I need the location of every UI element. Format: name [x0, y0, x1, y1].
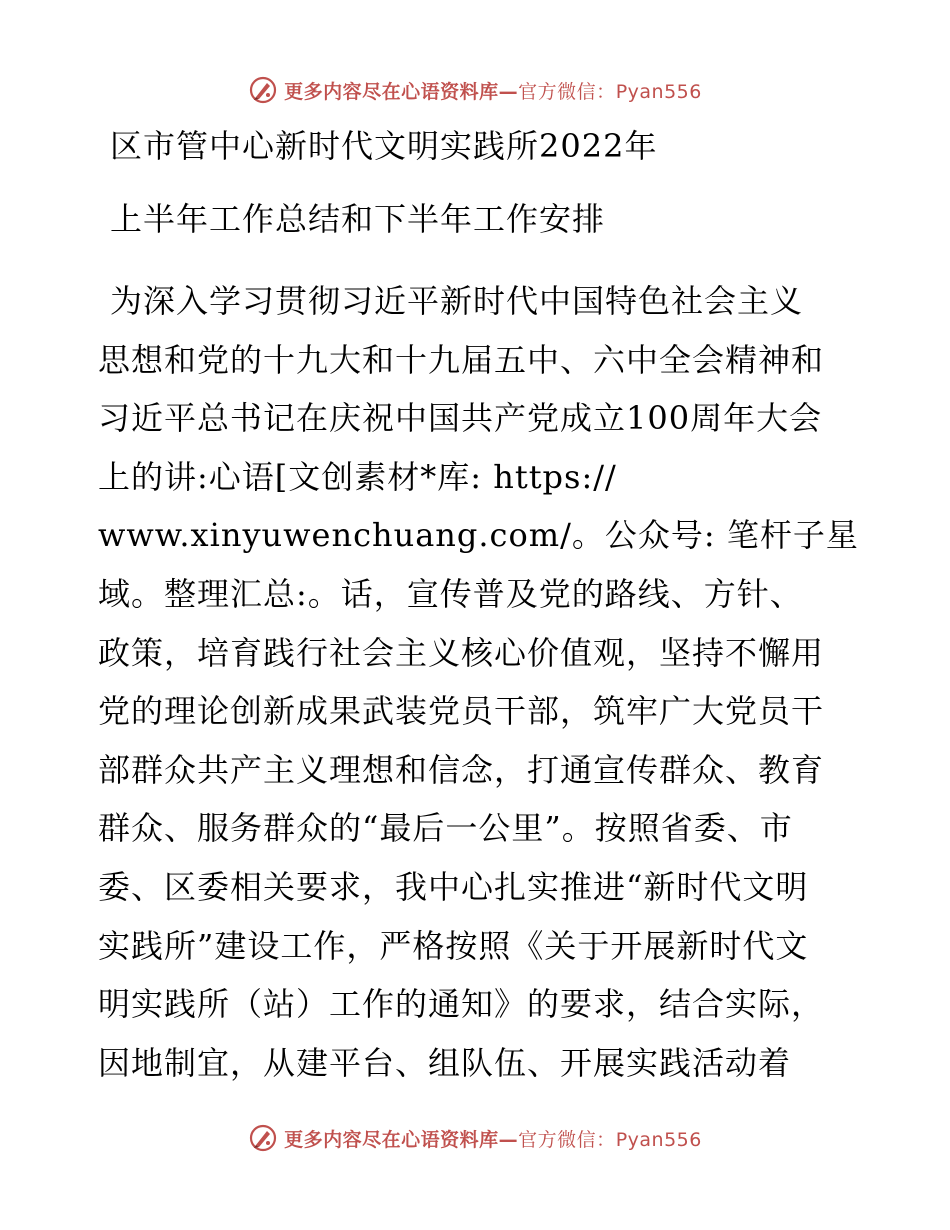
document-title-line-1: 区市管中心新时代文明实践所2022年: [110, 127, 658, 165]
body-line: 部群众共产主义理想和信念，打通宣传群众、教育: [98, 750, 825, 789]
footer-banner: [0, 1118, 950, 1158]
body-line: 因地制宜，从建平台、组队伍、开展实践活动着: [98, 1043, 792, 1082]
body-line: www.xinyuwenchuang.com/。公众号: 笔杆子星: [98, 516, 859, 555]
banner-dash: —: [498, 80, 519, 103]
body-line: 思想和党的十九大和十九届五中、六中全会精神和: [98, 340, 825, 379]
banner-wechat-label: 官方微信：: [518, 80, 616, 103]
body-line: 群众、服务群众的“最后一公里”。按照省委、市: [98, 809, 793, 848]
header-banner: [0, 70, 950, 110]
pen-logo-icon: [248, 1123, 278, 1153]
body-line: 为深入学习贯彻习近平新时代中国特色社会主义: [110, 282, 804, 320]
banner-handle: Pyan556: [615, 1128, 702, 1151]
body-line: 习近平总书记在庆祝中国共产党成立100周年大会: [98, 399, 823, 438]
banner-dash: —: [498, 1128, 519, 1151]
document-body: [98, 272, 859, 1092]
body-line: 党的理论创新成果武装党员干部，筑牢广大党员干: [98, 692, 825, 731]
banner-wechat-label: 官方微信：: [518, 1128, 616, 1151]
body-line: 明实践所（站）工作的通知》的要求，结合实际，: [98, 985, 825, 1024]
pen-logo-icon: [248, 75, 278, 105]
banner-title: 更多内容尽在心语资料库: [284, 80, 499, 103]
body-line: 实践所”建设工作，严格按照《关于开展新时代文: [98, 926, 809, 965]
banner-handle: Pyan556: [615, 80, 702, 103]
body-line: 域。整理汇总:。话，宣传普及党的路线、方针、: [98, 574, 803, 613]
banner-title: 更多内容尽在心语资料库: [284, 1128, 499, 1151]
document-title-line-2: 上半年工作总结和下半年工作安排: [110, 200, 606, 238]
body-line: 政策，培育践行社会主义核心价值观，坚持不懈用: [98, 633, 825, 672]
body-line: 委、区委相关要求，我中心扎实推进“新时代文明: [98, 867, 809, 906]
body-line: 上的讲:心语[文创素材*库: https://: [98, 457, 617, 496]
